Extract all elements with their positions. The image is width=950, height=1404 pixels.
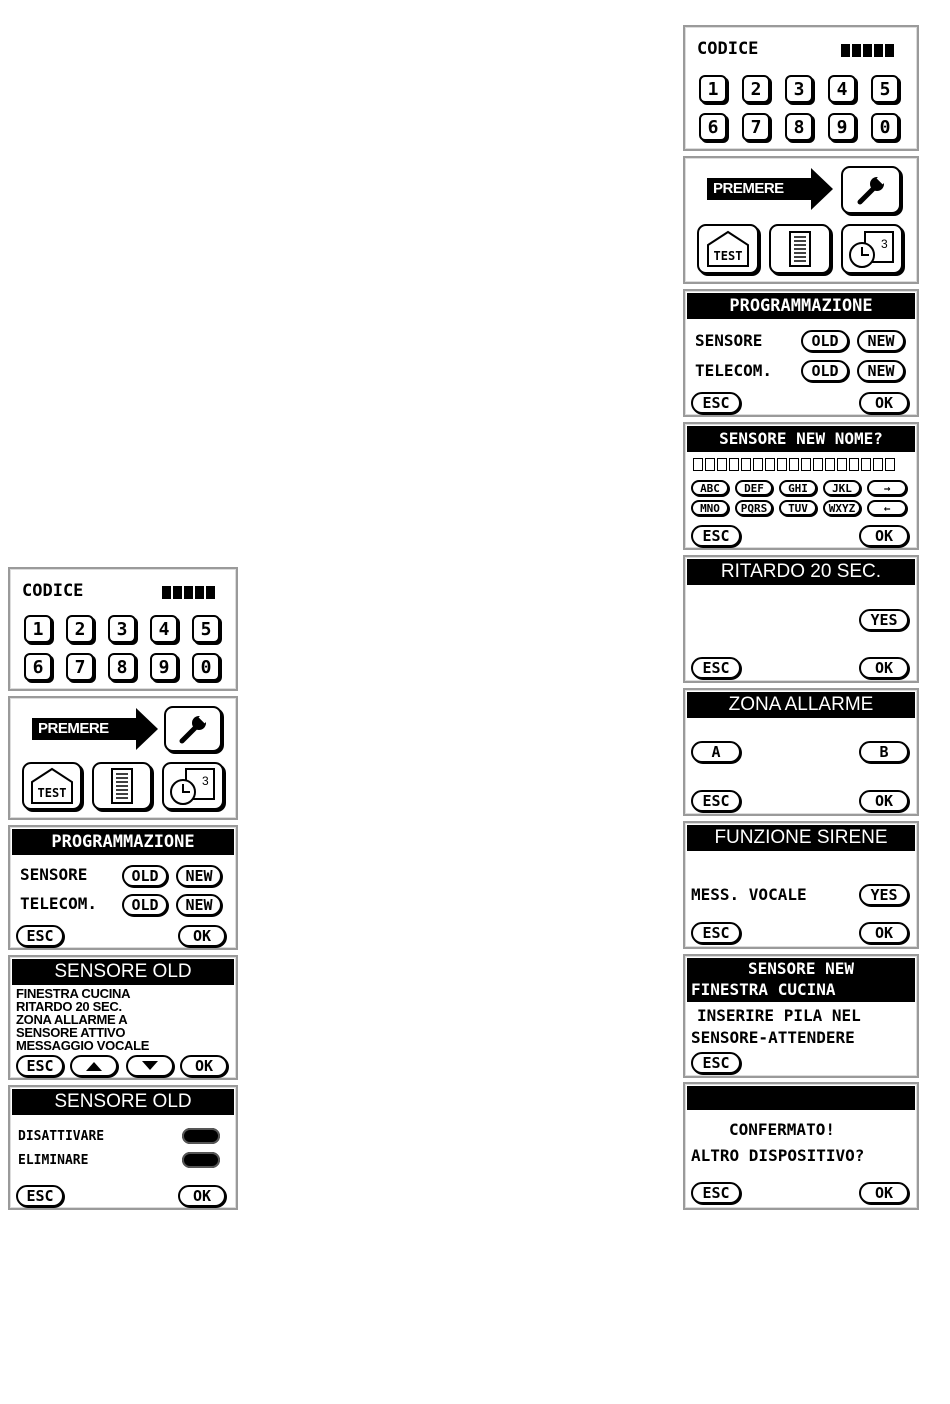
test-button[interactable] [22,762,82,810]
ok-button[interactable]: OK [859,392,909,414]
key-8[interactable]: 8 [785,113,813,141]
calendar-label: 3 [881,237,888,251]
key-9[interactable]: 9 [828,113,856,141]
ok-button[interactable]: OK [859,525,909,547]
key-jkl[interactable]: JKL [823,480,861,496]
sensore-item-3: SENSORE ATTIVO [16,1025,126,1040]
key-pqrs[interactable]: PQRS [735,500,773,516]
cursor-right-key[interactable]: → [867,480,907,496]
test-label: TEST [713,249,743,263]
ok-button[interactable]: OK [859,790,909,812]
yes-button[interactable]: YES [859,884,909,906]
triangle-up-icon [84,1060,104,1072]
ritardo-title: RITARDO 20 SEC. [687,559,915,585]
key-4[interactable]: 4 [828,75,856,103]
key-5[interactable]: 5 [192,615,220,643]
funzione-sirene-panel [683,821,919,949]
programmazione-title: PROGRAMMAZIONE [687,293,915,319]
arrow-head-icon [136,708,158,750]
esc-button[interactable]: ESC [16,1185,64,1207]
confermato-panel [683,1082,919,1210]
sensore-new-title: SENSORE NEW [748,959,854,978]
premere-panel-left [8,696,238,820]
scroll-up-button[interactable] [70,1055,118,1077]
ok-button[interactable]: OK [859,1182,909,1204]
sensore-new-nome-panel [683,422,919,550]
telecom-label: TELECOM. [695,361,773,380]
disattivare-toggle[interactable] [182,1128,220,1144]
sensore-new-button[interactable]: NEW [176,865,222,887]
codice-panel-right [683,25,919,151]
esc-button[interactable]: ESC [691,922,741,944]
name-entry-boxes[interactable] [693,458,895,471]
list-icon [109,767,135,805]
confermato-line2: ALTRO DISPOSITIVO? [691,1146,865,1165]
programmazione-panel-right [683,289,919,417]
sensore-old-list-panel [8,955,238,1080]
key-3[interactable]: 3 [108,615,136,643]
code-dots [162,585,217,603]
telecom-label: TELECOM. [20,894,98,913]
key-2[interactable]: 2 [66,615,94,643]
test-label: TEST [37,786,67,800]
cursor-left-key[interactable]: ← [867,500,907,516]
key-5[interactable]: 5 [871,75,899,103]
key-7[interactable]: 7 [742,113,770,141]
zona-allarme-title: ZONA ALLARME [687,692,915,718]
code-dots [841,43,896,61]
ok-button[interactable]: OK [180,1055,228,1077]
codice-label: CODICE [22,581,84,601]
key-abc[interactable]: ABC [691,480,729,496]
eliminare-label: ELIMINARE [18,1153,89,1168]
confermato-header-bar [687,1086,915,1110]
inserire-line2: SENSORE-ATTENDERE [691,1028,855,1047]
house-test-icon [27,766,77,806]
inserire-line1: INSERIRE PILA NEL [697,1006,861,1025]
inserire-pila-panel [683,954,919,1078]
telecom-old-button[interactable]: OLD [801,360,849,382]
list-button[interactable] [92,762,152,810]
yes-button[interactable]: YES [859,609,909,631]
sensore-old-options-panel [8,1085,238,1210]
key-7[interactable]: 7 [66,653,94,681]
programmazione-title: PROGRAMMAZIONE [12,829,234,855]
calendar-label: 3 [202,774,209,788]
telecom-old-button[interactable]: OLD [122,894,168,916]
scroll-down-button[interactable] [126,1055,174,1077]
inserire-title-block [687,958,915,1002]
sensore-label: SENSORE [695,331,763,350]
finestra-cucina-title: FINESTRA CUCINA [691,980,836,999]
sensore-old-title: SENSORE OLD [12,1089,234,1115]
arrow-head-icon [811,168,833,210]
zona-b-button[interactable]: B [859,741,909,763]
key-1[interactable]: 1 [699,75,727,103]
esc-button[interactable]: ESC [691,790,741,812]
premere-label: PREMERE [32,718,138,740]
premere-arrow [32,708,158,750]
telecom-new-button[interactable]: NEW [857,360,905,382]
wrench-icon [854,173,888,207]
clock-calendar-icon [166,765,220,807]
sensore-new-nome-title: SENSORE NEW NOME? [687,426,915,452]
key-wxyz[interactable]: WXYZ [823,500,861,516]
esc-button[interactable]: ESC [16,925,64,947]
ok-button[interactable]: OK [178,1185,226,1207]
key-4[interactable]: 4 [150,615,178,643]
sensore-item-2: ZONA ALLARME A [16,1012,128,1027]
sensore-new-button[interactable]: NEW [857,330,905,352]
key-tuv[interactable]: TUV [779,500,817,516]
key-2[interactable]: 2 [742,75,770,103]
zona-a-button[interactable]: A [691,741,741,763]
key-9[interactable]: 9 [150,653,178,681]
key-ghi[interactable]: GHI [779,480,817,496]
key-1[interactable]: 1 [24,615,52,643]
key-3[interactable]: 3 [785,75,813,103]
list-button[interactable] [769,224,831,274]
triangle-down-icon [140,1060,160,1072]
esc-button[interactable]: ESC [691,657,741,679]
key-def[interactable]: DEF [735,480,773,496]
timer-button[interactable] [162,762,224,810]
programmazione-panel-left [8,825,238,950]
confermato-line1: CONFERMATO! [729,1120,835,1139]
esc-button[interactable]: ESC [691,392,741,414]
ritardo-panel [683,555,919,683]
codice-panel-left [8,567,238,691]
premere-label: PREMERE [707,178,813,200]
esc-button[interactable]: ESC [16,1055,64,1077]
wrench-icon [176,712,210,746]
timer-button[interactable] [841,224,903,274]
clock-calendar-icon [845,228,899,270]
key-0[interactable]: 0 [871,113,899,141]
esc-button[interactable]: ESC [691,1182,741,1204]
ok-button[interactable]: OK [859,922,909,944]
sensore-item-0: FINESTRA CUCINA [16,986,131,1001]
list-icon [787,230,813,268]
telecom-new-button[interactable]: NEW [176,894,222,916]
sensore-old-button[interactable]: OLD [122,865,168,887]
test-button[interactable] [697,224,759,274]
premere-panel-right [683,156,919,284]
wrench-button[interactable] [841,166,901,214]
premere-arrow [707,168,833,210]
sensore-old-title: SENSORE OLD [12,959,234,985]
disattivare-label: DISATTIVARE [18,1129,105,1144]
funzione-sirene-title: FUNZIONE SIRENE [687,825,915,851]
key-mno[interactable]: MNO [691,500,729,516]
wrench-button[interactable] [164,706,222,752]
eliminare-toggle[interactable] [182,1152,220,1168]
sensore-label: SENSORE [20,865,88,884]
key-6[interactable]: 6 [24,653,52,681]
house-test-icon [703,229,753,269]
codice-label: CODICE [697,39,759,59]
sensore-old-button[interactable]: OLD [801,330,849,352]
zona-allarme-panel [683,688,919,816]
ok-button[interactable]: OK [178,925,226,947]
key-8[interactable]: 8 [108,653,136,681]
sensore-item-1: RITARDO 20 SEC. [16,999,122,1014]
mess-vocale-label: MESS. VOCALE [691,885,807,904]
esc-button[interactable]: ESC [691,1052,741,1074]
key-0[interactable]: 0 [192,653,220,681]
key-6[interactable]: 6 [699,113,727,141]
esc-button[interactable]: ESC [691,525,741,547]
ok-button[interactable]: OK [859,657,909,679]
sensore-item-4: MESSAGGIO VOCALE [16,1038,150,1053]
